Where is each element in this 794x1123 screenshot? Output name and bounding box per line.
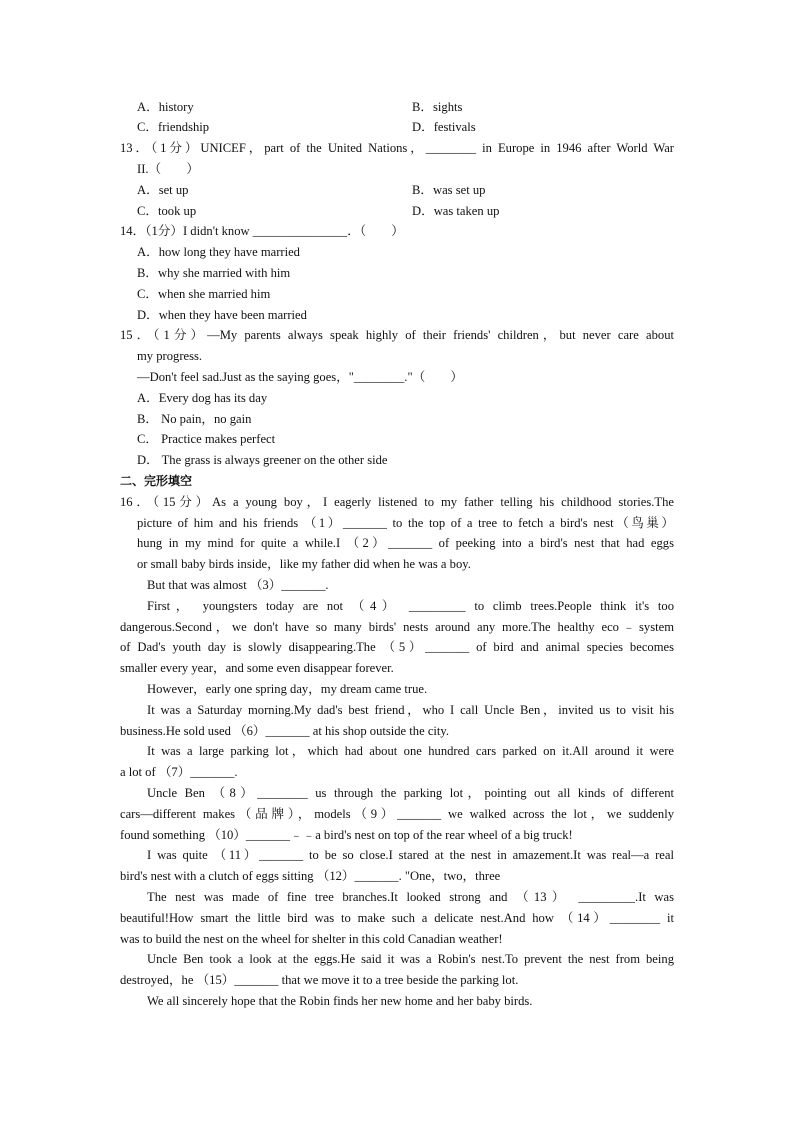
- passage-line: But that was almost （3）_______.: [147, 578, 329, 592]
- passage-line: business.He sold used （6）_______ at his shop outside the city.: [120, 724, 450, 738]
- passage-line: The nest was made of fine tree branches.It looked strong and （13） _________.It was: [147, 890, 674, 904]
- passage-line: Uncle Ben （8）________ us through the parking lot，pointing out all kinds of different: [147, 786, 674, 800]
- passage-line: was to build the nest on the wheel for shelter in this cold Canadian weather!: [120, 932, 503, 946]
- option-b: B．sights: [412, 100, 463, 114]
- passage-line: First， youngsters today are not （4） _________ to climb trees.People think it's too: [147, 599, 674, 613]
- passage-line: It was a Saturday morning.My dad's best friend，who I call Uncle Ben，invited us to visit his: [147, 703, 674, 717]
- passage-line: We all sincerely hope that the Robin finds her new home and her baby birds.: [147, 994, 533, 1008]
- passage-line: beautiful!How smart the little bird was to make such a delicate nest.And how （14）________ it: [120, 911, 674, 925]
- option-d: D． The grass is always greener on the other side: [137, 453, 388, 467]
- passage-line: hung in my mind for quite a while.I （2）_______ of peeking into a bird's nest that had eggs: [137, 536, 674, 550]
- question-stem: 14．（1分）I didn't know _______________．（ ）: [120, 224, 404, 238]
- passage-line: cars—different makes（品牌），models（9）_______ we walked across the lot，we suddenly: [120, 807, 674, 821]
- passage-line: It was a large parking lot，which had about one hundred cars parked on it.All around it were: [147, 744, 674, 758]
- passage-line: Uncle Ben took a look at the eggs.He said it was a Robin's nest.To prevent the nest from being: [147, 952, 674, 966]
- option-d: D．festivals: [412, 120, 476, 134]
- question-stem-continued: II.（ ）: [137, 162, 199, 176]
- passage-line: of Dad's youth day is slowly disappearing.The （5）_______ of bird and animal species becomes: [120, 640, 674, 654]
- passage-line: bird's nest with a clutch of eggs sitting （12）_______. "One，two，three: [120, 869, 501, 883]
- option-d: D．was taken up: [412, 204, 500, 218]
- passage-line: I was quite （11）_______ to be so close.I stared at the nest in amazement.It was real—a real: [147, 848, 674, 862]
- option-c: C． Practice makes perfect: [137, 432, 276, 446]
- question-stem-dialogue: —Don't feel sad.Just as the saying goes，"________."（ ）: [137, 370, 463, 384]
- option-a: A．Every dog has its day: [137, 391, 268, 405]
- passage-line: However，early one spring day，my dream came true.: [147, 682, 428, 696]
- passage-line: dangerous.Second，we don't have so many birds' nests around any more.The healthy eco﹣system: [120, 620, 674, 634]
- question-stem: 15．（1分）—My parents always speak highly of their friends' children，but never care about: [120, 328, 674, 342]
- option-a: A．history: [137, 100, 194, 114]
- option-b: B．was set up: [412, 183, 486, 197]
- option-c: C．took up: [137, 204, 197, 218]
- section-heading: 二、完形填空: [120, 474, 193, 488]
- option-c: C．when she married him: [137, 287, 271, 301]
- option-b: B． No pain，no gain: [137, 412, 252, 426]
- passage-line: or small baby birds inside，like my father did when he was a boy.: [137, 557, 471, 571]
- passage-line: smaller every year，and some even disappear forever.: [120, 661, 394, 675]
- question-stem: 13．（1分）UNICEF，part of the United Nations，________ in Europe in 1946 after World War: [120, 141, 674, 155]
- option-a: A．how long they have married: [137, 245, 300, 259]
- passage-line: a lot of （7）_______.: [120, 765, 238, 779]
- option-d: D．when they have been married: [137, 308, 307, 322]
- passage-line: destroyed，he （15）_______ that we move it to a tree beside the parking lot.: [120, 973, 519, 987]
- option-a: A．set up: [137, 183, 189, 197]
- passage-line: 16．（15分）As a young boy，I eagerly listened to my father telling his childhood stories.The: [120, 495, 674, 509]
- question-stem-continued: my progress.: [137, 349, 203, 363]
- option-c: C．friendship: [137, 120, 210, 134]
- option-b: B．why she married with him: [137, 266, 291, 280]
- passage-line: found something （10）_______﹣﹣a bird's nest on top of the rear wheel of a big truck!: [120, 828, 573, 842]
- passage-line: picture of him and his friends （1）_______ to the top of a tree to fetch a bird's nest（鸟巢）: [137, 516, 674, 530]
